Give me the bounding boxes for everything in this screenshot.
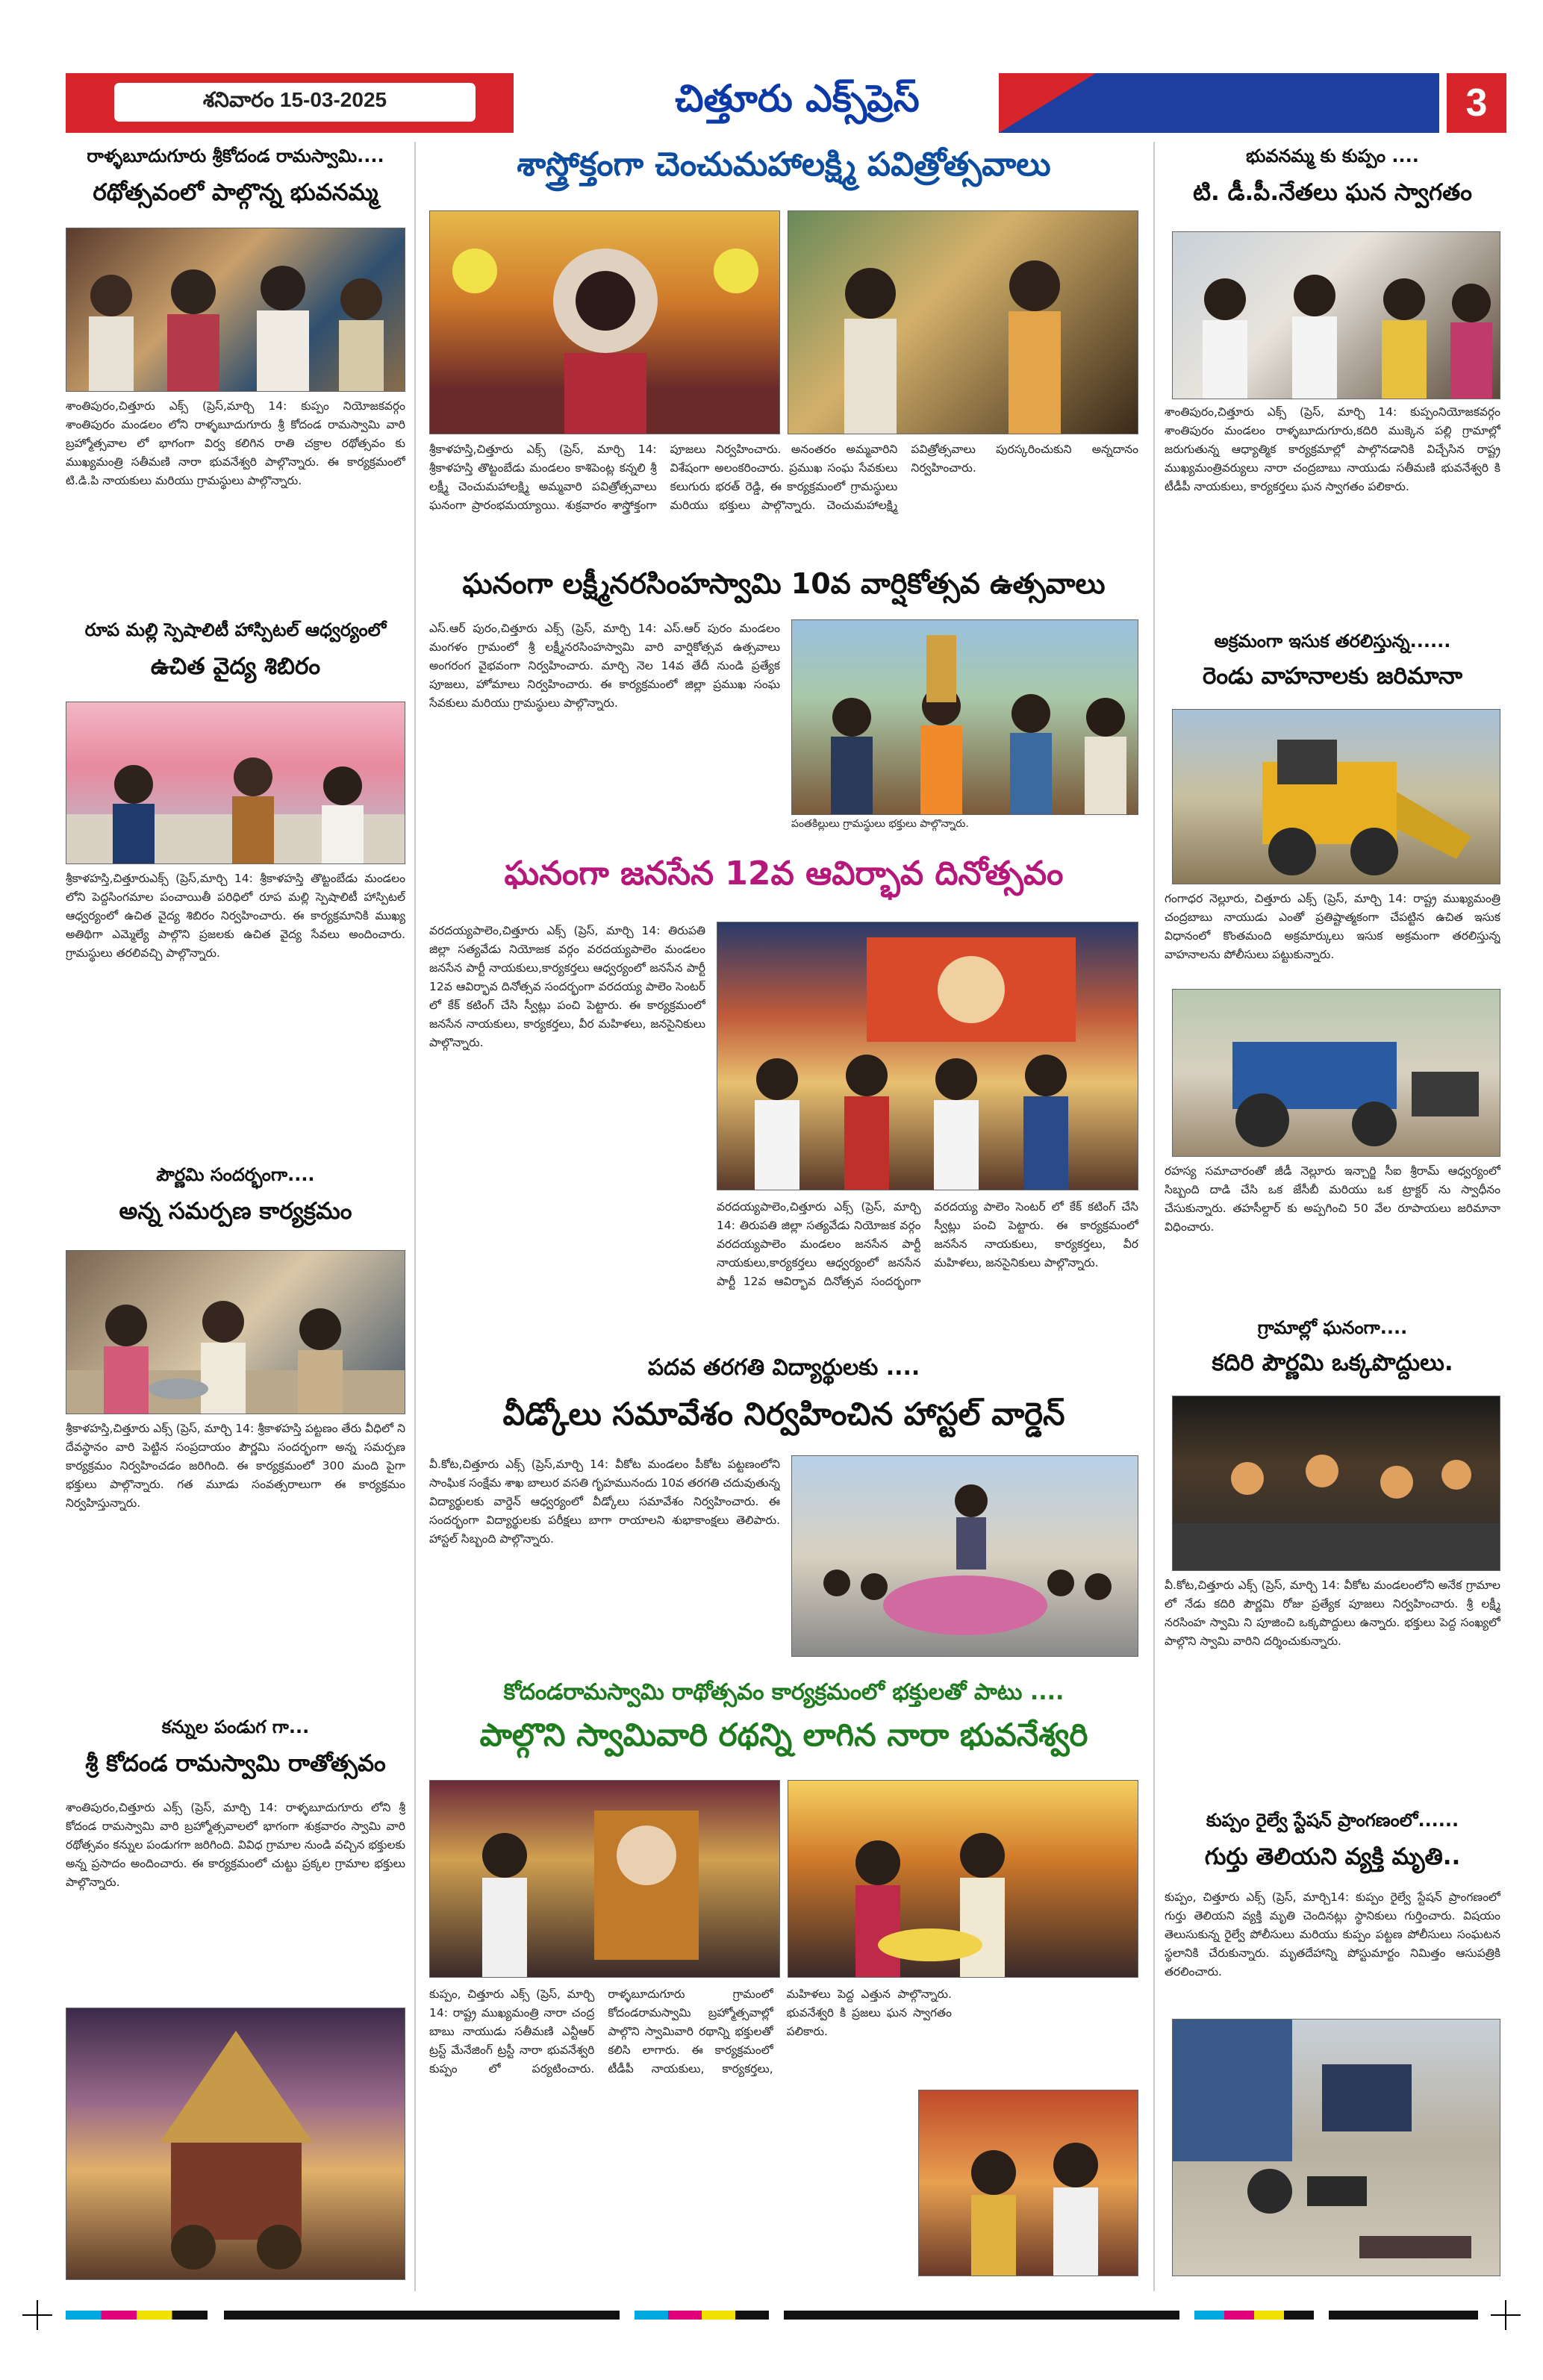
- article-photo: [791, 619, 1138, 815]
- article-photo: [717, 922, 1138, 1190]
- article-body: వీ.కోట,చిత్తూరు ఎక్స్ (ప్రెస్, మార్చి 14: వీకోట మండలంలోని అనేక గ్రామాల లో నేడు కదిరి పౌర్ణమి రోజు ప్రత్యేక పూజలు నిర్వహించారు. శ్రీ లక్ష్మీ నరసింహ స్వామి ని పూజించి ఒక్కపొద్దులు ఉన్నారు. భక్తులు పెద్ద సంఖ్యలో పాల్గొని స్వామి వారిని దర్శించుకున్నారు.: [1165, 1578, 1500, 1648]
- headline: ఘనంగా లక్ష్మీనరసింహస్వామి 10వ వార్షికోత్సవ ఉత్సవాలు: [462, 567, 1106, 600]
- page-number: 3: [1447, 73, 1506, 133]
- kicker: గ్రామాల్లో ఘనంగా....: [1257, 1317, 1408, 1338]
- photo-medical-camp: [66, 702, 405, 864]
- article-body: శ్రీకాళహస్తి,చిత్తూరు ఎక్స్ (ప్రెస్, మార్చి 14: శ్రీకాళహస్తి తొట్టంబేడు మండలం కాశిపెంట్ల కన్నలి శ్రీ లక్ష్మీ చెంచుమహాలక్ష్మి అమ్మవారి పవిత్రోత్సవాలు ఘనంగా ప్రారంభమయ్యాయి. శుక్రవారం శాస్త్రోక్తంగా పూజలు నిర్వహించారు. అనంతరం అమ్మవారిని విశేషంగా అలంకరించారు. ప్రముఖ సంఘ సేవకులు కలుగురు భరత్ రెడ్డి, ఈ కార్యక్రమంలో గ్రామస్థులు మరియు భక్తులు పాల్గొన్నారు. చెంచుమహాలక్ష్మి పవిత్రోత్సవాలు పురస్కరించుకుని అన్నదానం నిర్వహించారు.: [429, 443, 1138, 512]
- article-photo: [788, 1780, 1138, 1978]
- article-photo: [1172, 1396, 1500, 1571]
- masthead: [66, 73, 1506, 133]
- column-rule: [1153, 142, 1155, 2291]
- headline: అన్న సమర్పణ కార్యక్రమం: [119, 1198, 352, 1225]
- photo-priest-prayer: [788, 211, 1138, 434]
- article-photo: [429, 210, 780, 434]
- kicker: అక్రమంగా ఇసుక తరలిస్తున్న......: [1214, 631, 1451, 652]
- photo-caption: పంతకిల్లులు గ్రామస్థులు భక్తులు పాల్గొన్నారు.: [791, 818, 969, 830]
- article-body: వరదయ్యపాలెం,చిత్తూరు ఎక్స్ (ప్రెస్, మార్చి 14: తిరుపతి జిల్లా సత్యవేడు నియోజక వర్గం వరదయ్యపాలెం మండలం జనసేన పార్టీ నాయకులు,కార్యకర్తలు ఆధ్వర్యంలో జనసేన పార్టీ 12వ ఆవిర్భావ దినోత్సవ సందర్భంగా వరదయ్య పాలెం సెంటర్ లో కేక్ కటింగ్ చేసి స్వీట్లు పంచి పెట్టారు. ఈ కార్యక్రమంలో జనసేన నాయకులు, కార్యకర్తలు, వీర మహిళలు, జనసైనికులు పాల్గొన్నారు.: [429, 924, 705, 1049]
- masthead-title: చిత్తూరు ఎక్స్‌ప్రెస్: [675, 76, 920, 120]
- headline: కదిరి పౌర్ణమి ఒక్కపొద్దులు.: [1212, 1349, 1453, 1376]
- photo-janasena-celebration: [717, 922, 1138, 1190]
- article-body: శాంతిపురం,చిత్తూరు ఎక్స్ (ప్రెస్, మార్చి 14: రాళ్ళబూదుగూరు లోని శ్రీ కోదండ రామస్వామి వారి బ్రహ్మోత్సవాలలో భాగంగా శుక్రవారం స్వామి వారి రథోత్సవం కన్నుల పండుగగా జరిగింది. వివిధ గ్రామాల నుండి వచ్చిన భక్తులకు అన్న ప్రసాదం అందించారు. ఈ కార్యక్రమంలో చుట్టు ప్రక్కల గ్రామాల భక్తులు పాల్గొన్నారు.: [66, 1801, 405, 1889]
- photo-procession: [792, 620, 1138, 815]
- kicker: పౌర్ణమి సందర్భంగా....: [156, 1164, 315, 1185]
- photo-deity-decoration: [430, 211, 780, 434]
- article-body: రహస్య సమాచారంతో జీడీ నెల్లూరు ఇన్చార్జి సీఐ శ్రీరామ్ ఆధ్వర్యంలో సిబ్బంది దాడి చేసి ఒక జేసీబీ మరియు ఒక ట్రాక్టర్ ను స్వాధీనం చేసుకున్నారు. తహసీల్దార్ కు అప్పగించి 50 వేల రూపాయలు జరిమానా విధించారు.: [1165, 1164, 1500, 1234]
- article-photo: [1172, 2019, 1500, 2276]
- headline: గుర్తు తెలియని వ్యక్తి మృతి..: [1204, 1843, 1461, 1870]
- photo-bhuvaneswari-temple: [430, 1781, 780, 1978]
- kicker: పదవ తరగతి విద్యార్థులకు ....: [647, 1355, 920, 1381]
- article-photo: [1172, 231, 1500, 399]
- article-body: శాంతిపురం,చిత్తూరు ఎక్స్ (ప్రెస్,మార్చి 14: కుప్పం నియోజకవర్గం శాంతిపురం మండలం లోని రాళ్ళబూదుగూరు శ్రీ కోదండ రామస్వామి వారి బ్రహ్మోత్సవాల లో భాగంగా విర్వ కలిగిన రాతి చక్రాల రథోత్సవం కు ముఖ్యమంత్రి సతీమణి నారా భువనేశ్వరి పాల్గొన్నారు. ఈ కార్యక్రమంలో టి.డి.పి నాయకులు మరియు గ్రామస్థులు పాల్గొన్నారు.: [66, 399, 405, 487]
- article-photo: [66, 228, 405, 392]
- photo-tractor: [1173, 990, 1500, 1157]
- color-bar: [784, 2311, 1179, 2320]
- photo-hostel-students: [792, 1456, 1138, 1657]
- headline: శ్రీ కోదండ రామస్వామి రాతోత్సవం: [85, 1750, 386, 1777]
- color-bar: [224, 2311, 620, 2320]
- photo-railway-station: [1173, 2020, 1500, 2276]
- headline: శాస్త్రోక్తంగా చెంచుమహాలక్ష్మి పవిత్రోత్సవాలు: [517, 146, 1051, 184]
- headline: పాల్గొని స్వామివారి రథన్ని లాగిన నారా భువనేశ్వరి: [479, 1717, 1088, 1753]
- photo-welcome-leaders: [1173, 232, 1500, 399]
- masthead-date: శనివారం 15-03-2025: [112, 81, 478, 124]
- color-bar: [1194, 2311, 1314, 2320]
- kicker: కోదండరామస్వామి రాథోత్సవం కార్యక్రమంలో భక్తులతో పాటు ....: [503, 1679, 1064, 1705]
- headline: రెండు వాహనాలకు జరిమానా: [1202, 663, 1463, 690]
- headline: టి. డీ.పీ.నేతలు ఘన స్వాగతం: [1193, 179, 1472, 206]
- headline: రథోత్సవంలో పాల్గొన్న భువనమ్మ: [93, 179, 378, 206]
- kicker: కుప్పం రైల్వే స్టేషన్ ప్రాంగణంలో......: [1206, 1810, 1459, 1831]
- article-body: వీ.కోట,చిత్తూరు ఎక్స్ (ప్రెస్,మార్చి 14: వీకోట మండలం పీకోట పట్టణంలోని సాంఘిక సంక్షేమ శాఖ బాలుర వసతి గృహమునందు 10వ తరగతి చదువుతున్న విద్యార్థులకు వార్డెన్ ఆధ్వర్యంలో వీడ్కోలు సమావేశం నిర్వహించారు. ఈ సందర్భంగా విద్యార్థులకు పరీక్షలు బాగా రాయాలని శుభాకాంక్షలు తెలిపారు. హాస్టల్ సిబ్బంది పాల్గొన్నారు.: [429, 1458, 780, 1546]
- kicker: భువనమ్మ కు కుప్పం ....: [1246, 146, 1419, 166]
- article-body: గంగాధర నెల్లూరు, చిత్తూరు ఎక్స్ (ప్రెస్, మార్చి 14: రాష్ట్ర ముఖ్యమంత్రి చంద్రబాబు నాయుడు ఎంతో ప్రతిష్టాత్మకంగా చేపట్టిన ఉచిత ఇసుక విధానంలో కొంతమంది అక్రమార్కులు ఇసుక అక్రమంగా తరలిస్తున్న వాహనాలను పోలీసులు పట్టుకున్నారు.: [1165, 892, 1500, 961]
- article-photo: [66, 1250, 405, 1414]
- article-body: శాంతిపురం,చిత్తూరు ఎక్స్ (ప్రెస్, మార్చి 14: కుప్పంనియోజకవర్గం శాంతిపురం మండలం రాళ్ళబూదుగూరు,కదిరి ముక్కెన పల్లి గ్రామాల్లో జరుగుతున్న ఆధ్యాత్మిక కార్యక్రమాల్లో పాల్గొనడానికి విచ్చేసిన రాష్ట్ర ముఖ్యమంత్రివర్యులు నారా చంద్రబాబు నాయుడు సతీమణి భువనేశ్వరి కి టీడీపీ నాయకులు, కార్యకర్తలు ఘన స్వాగతం పలికారు.: [1165, 405, 1500, 493]
- article-photo: [1172, 709, 1500, 884]
- article-photo: [791, 1455, 1138, 1657]
- article-body: వరదయ్యపాలెం,చిత్తూరు ఎక్స్ (ప్రెస్, మార్చి 14: తిరుపతి జిల్లా సత్యవేడు నియోజక వర్గం వరదయ్యపాలెం మండలం జనసేన పార్టీ నాయకులు,కార్యకర్తలు ఆధ్వర్యంలో జనసేన పార్టీ 12వ ఆవిర్భావ దినోత్సవ సందర్భంగా వరదయ్య పాలెం సెంటర్ లో కేక్ కటింగ్ చేసి స్వీట్లు పంచి పెట్టారు. ఈ కార్యక్రమంలో జనసేన నాయకులు, కార్యకర్తలు, వీర మహిళలు, జనసైనికులు పాల్గొన్నారు.: [717, 1200, 1138, 1288]
- article-body: శ్రీకాళహస్తి,చిత్తూరుఎక్స్ (ప్రెస్,మార్చి 14: శ్రీకాళహస్తి తొట్టంబేడు మండలం లోని పెద్దసింగమాల పంచాయితీ పరిధిలో రూప మల్లి స్పెషాలిటీ హాస్పిటల్ ఆధ్వర్యంలో ఉచిత వైద్య శిబిరం నిర్వహించారు. ఈ కార్యక్రమానికి ముఖ్య అతిథిగా ఎమ్మెల్యే పాల్గొని ప్రజలకు ఉచిత వైద్య సేవలు అందించారు. గ్రామస్థులు తరలివచ్చి పాల్గొన్నారు.: [66, 872, 405, 960]
- photo-chariot: [66, 2008, 405, 2280]
- headline: ఉచిత వైద్య శిబిరం: [150, 653, 321, 680]
- headline: ఘనంగా జనసేన 12వ ఆవిర్భావ దినోత్సవం: [504, 855, 1064, 893]
- article-photo: [788, 210, 1138, 434]
- article-photo: [66, 702, 405, 864]
- photo-devotees: [919, 2090, 1138, 2276]
- article-photo: [918, 2090, 1138, 2276]
- kicker: కన్నుల పండుగ గా...: [161, 1717, 310, 1737]
- masthead-red-triangle: [999, 73, 1096, 133]
- photo-offering-fruits: [788, 1781, 1138, 1978]
- registration-mark: [22, 2300, 52, 2330]
- column-rule: [414, 142, 416, 2291]
- article-body: కుప్పం, చిత్తూరు ఎక్స్ (ప్రెస్, మార్చి14: కుప్పం రైల్వే స్టేషన్ ప్రాంగణంలో గుర్తు తెలియని వ్యక్తి మృతి చెందినట్లు స్థానికులు గుర్తించారు. విషయం తెలుసుకున్న రైల్వే పోలీసులు మరియు కుప్పం పట్టణ పోలీసులు సంఘటన స్థలానికి చేరుకున్నారు. మృతదేహాన్ని పోస్టుమార్టం నిమిత్తం ఆసుపత్రికి తరలించారు.: [1165, 1890, 1500, 1978]
- article-body: శ్రీకాళహస్తి,చిత్తూరు ఎక్స్ (ప్రెస్, మార్చి 14: శ్రీకాళహస్తి పట్టణం తేరు వీధిలో ని దేవస్థానం వారి పెట్టిన సంప్రదాయం పౌర్ణమి సందర్భంగా అన్న సమర్పణ కార్యక్రమం నిర్వహించడం జరిగింది. ఈ కార్యక్రమంలో 300 మంది పైగా భక్తులు పాల్గొన్నారు. గత మూడు సంవత్సరాలుగా ఈ కార్యక్రమం నిర్వహిస్తున్నారు.: [66, 1422, 405, 1510]
- photo-food-service: [66, 1251, 405, 1414]
- kicker: రాళ్ళబూదుగూరు శ్రీకోదండ రామస్వామి....: [87, 146, 384, 166]
- article-photo: [429, 1780, 780, 1978]
- headline: వీడ్కోలు సమావేశం నిర్వహించిన హాస్టల్ వార్డెన్: [502, 1396, 1065, 1432]
- article-photo: [1172, 989, 1500, 1157]
- color-bar: [66, 2311, 208, 2320]
- photo-night-gathering: [1173, 1396, 1500, 1571]
- photo-jcb-vehicle: [1173, 710, 1500, 884]
- kicker: రూప మల్లి స్పెషాలిటీ హాస్పిటల్ ఆధ్వర్యంలో: [84, 619, 387, 640]
- article-photo: [66, 2008, 405, 2280]
- photo-crowd: [66, 228, 405, 392]
- article-body: కుప్పం, చిత్తూరు ఎక్స్ (ప్రెస్, మార్చి 14: రాష్ట్ర ముఖ్యమంత్రి నారా చంద్ర బాబు నాయుడు సతీమణి ఎన్టీఆర్ ట్రస్ట్ మేనేజింగ్ ట్రస్టీ నారా భువనేశ్వరి కుప్పం లో పర్యటించారు. రాళ్ళబూదుగూరు గ్రామంలో కోదండరామస్వామి బ్రహ్మోత్సవాల్లో పాల్గొని స్వామివారి రథాన్ని భక్తులతో కలిసి లాగారు. ఈ కార్యక్రమంలో టీడీపీ నాయకులు, కార్యకర్తలు, మహిళలు పెద్ద ఎత్తున పాల్గొన్నారు. భువనేశ్వరి కి ప్రజలు ఘన స్వాగతం పలికారు.: [429, 1987, 952, 2076]
- registration-mark: [1491, 2300, 1521, 2330]
- article-body: ఎస్.ఆర్ పురం,చిత్తూరు ఎక్స్ (ప్రెస్, మార్చి 14: ఎస్.ఆర్ పురం మండలం మంగళం గ్రామంలో శ్రీ లక్ష్మీనరసింహస్వామి వారి వార్షికోత్సవ ఉత్సవాలు అంగరంగ వైభవంగా నిర్వహించారు. మార్చి నెల 14వ తేదీ నుండి ప్రత్యేక పూజలు, హోమాలు నిర్వహించారు. ఈ కార్యక్రమంలో జిల్లా ప్రముఖ సంఘ సేవకులు మరియు గ్రామస్థులు పాల్గొన్నారు.: [429, 622, 780, 710]
- color-bar: [1329, 2311, 1478, 2320]
- color-bar: [635, 2311, 769, 2320]
